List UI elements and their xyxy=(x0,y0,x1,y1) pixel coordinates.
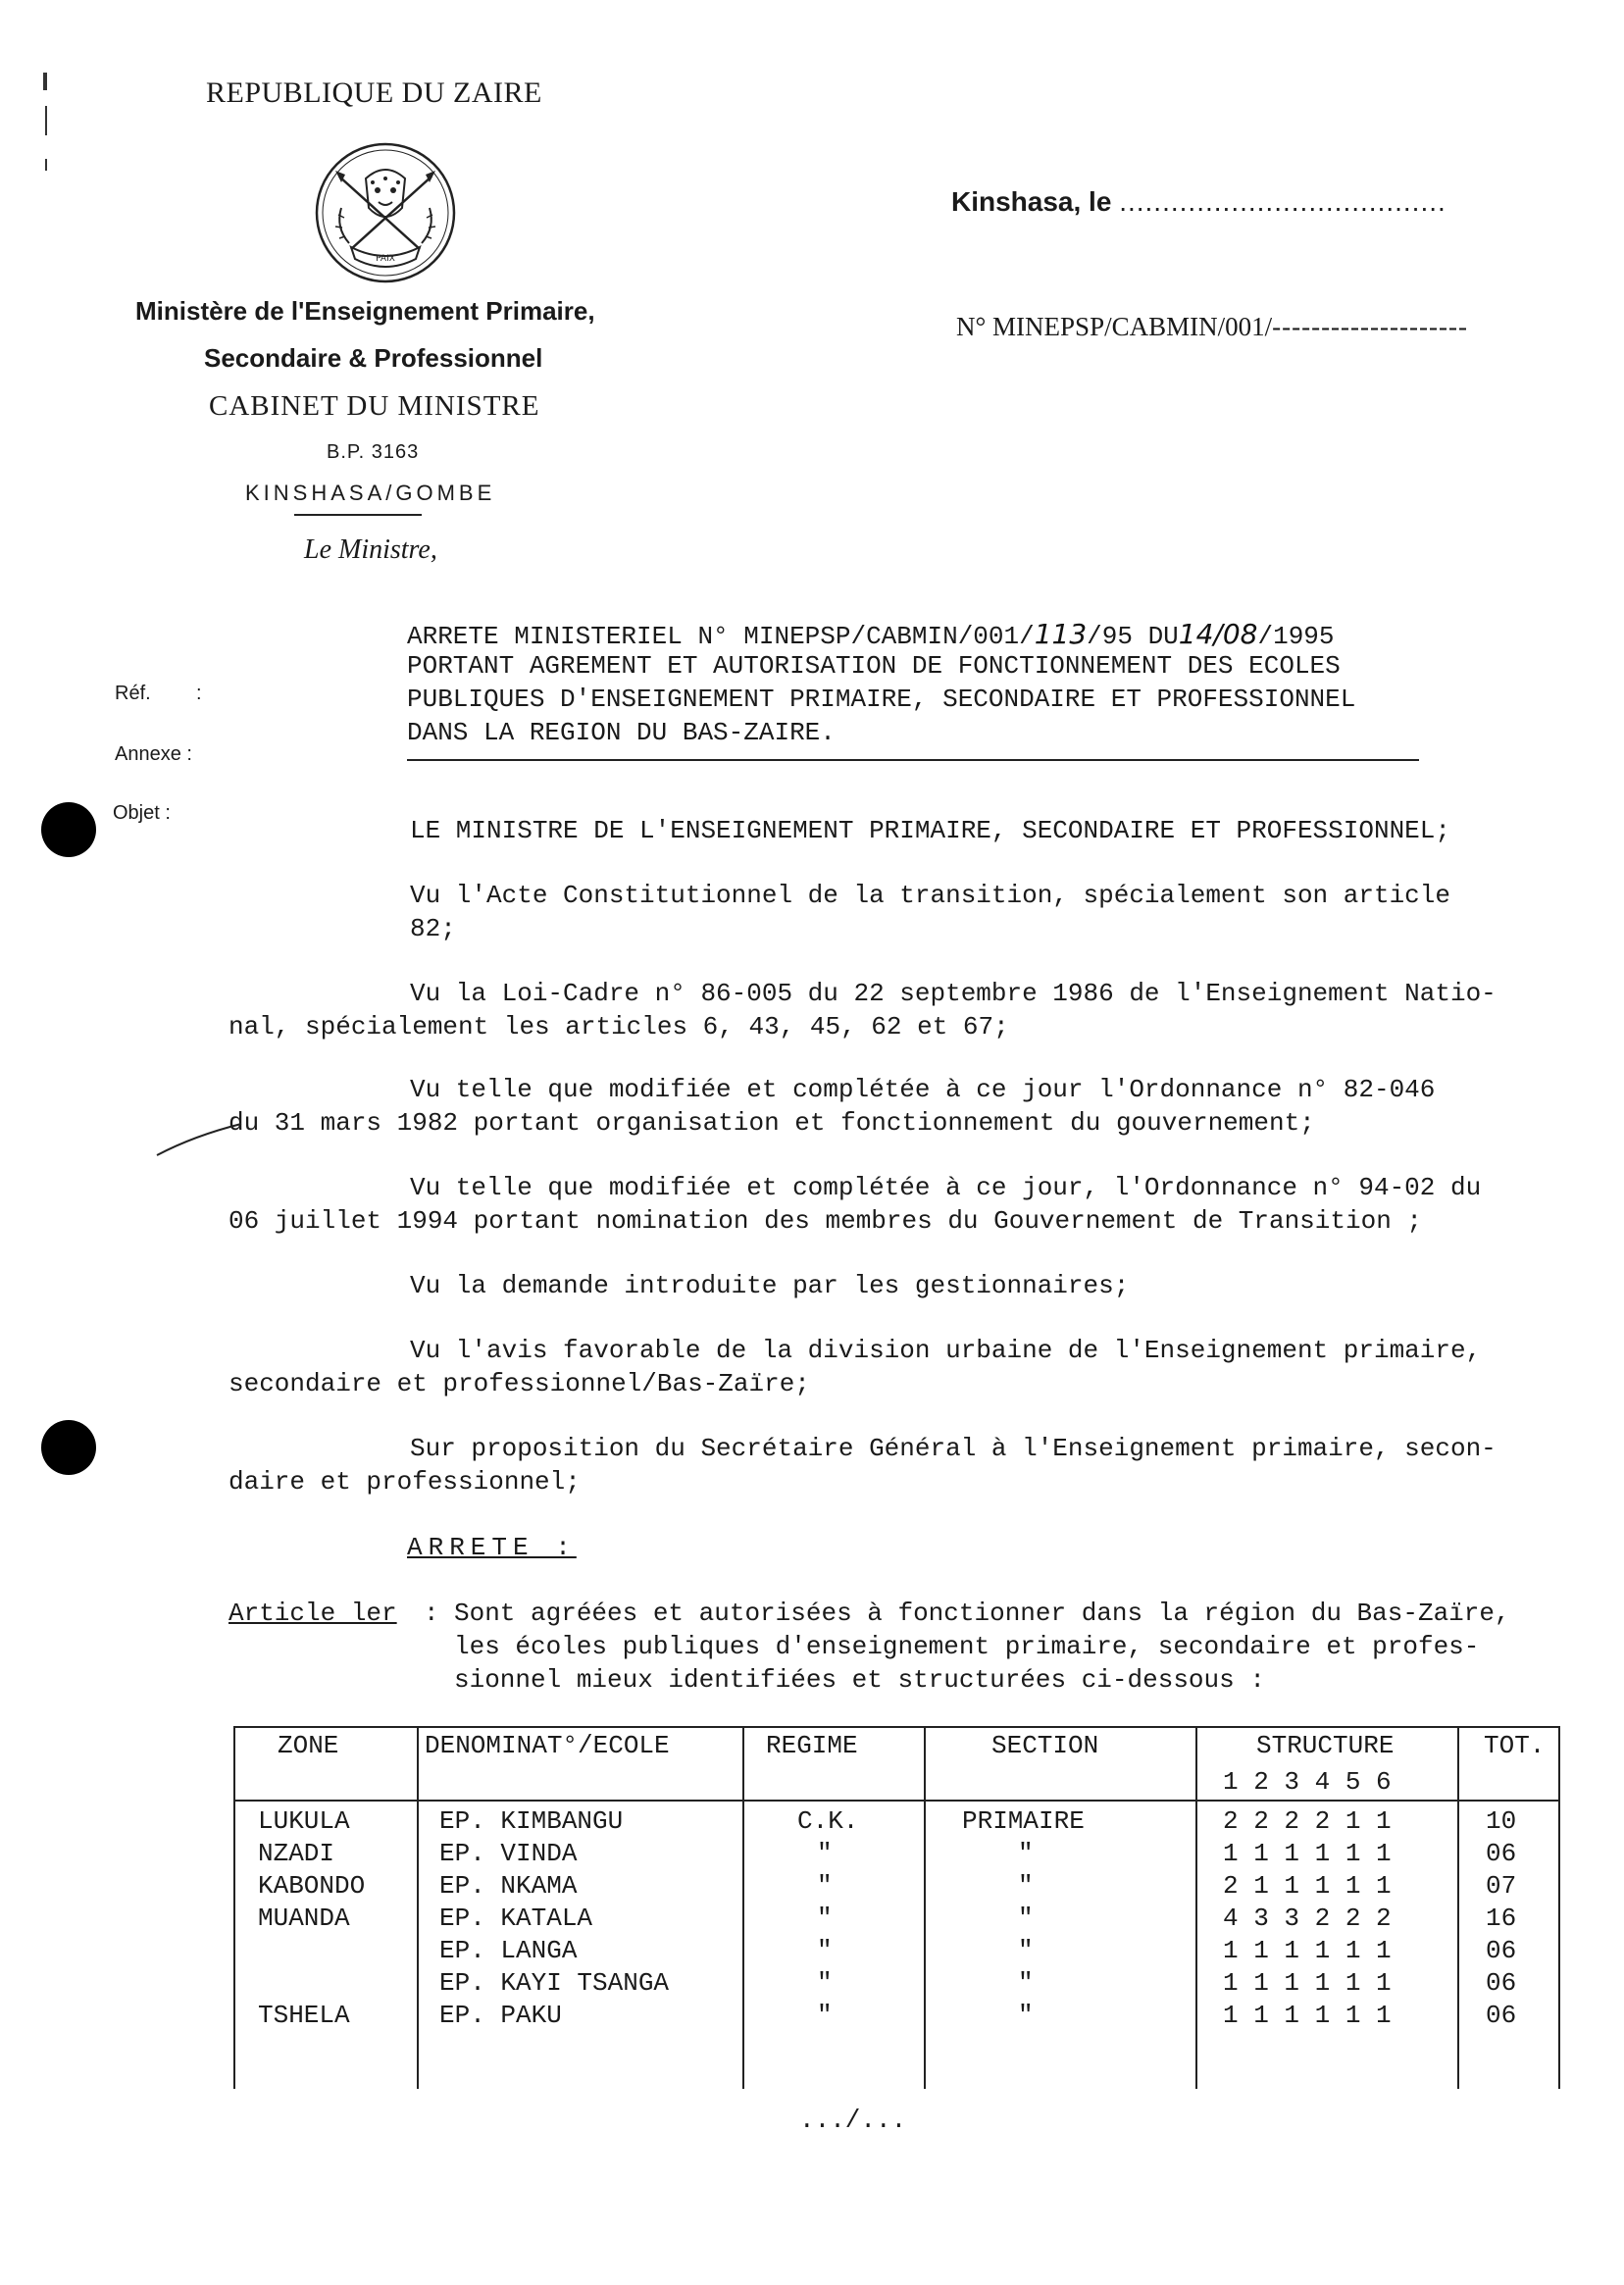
city-underline xyxy=(294,514,422,516)
cell-regime: " xyxy=(817,2001,833,2030)
cell-total: 07 xyxy=(1486,1871,1517,1901)
table-column-rule xyxy=(742,1726,744,2089)
country-name: REPUBLIQUE DU ZAIRE xyxy=(206,76,542,109)
cell-section: " xyxy=(1018,1936,1034,1965)
header-zone: ZONE xyxy=(278,1731,339,1760)
pen-stroke xyxy=(155,1118,243,1157)
signatory-label: Le Ministre, xyxy=(304,534,437,565)
arrete-heading: ARRETE : xyxy=(407,1533,577,1562)
article-label: Article ler xyxy=(228,1599,397,1628)
cell-total: 06 xyxy=(1486,2001,1517,2030)
decree-title-line3: PUBLIQUES D'ENSEIGNEMENT PRIMAIRE, SECONDAIRE ET PROFESSIONNEL xyxy=(407,685,1356,714)
cabinet-label: CABINET DU MINISTRE xyxy=(209,390,540,422)
considerant-2-line1: Vu la Loi-Cadre n° 86-005 du 22 septembre 1986 de l'Enseignement Natio- xyxy=(410,979,1497,1008)
scan-mark xyxy=(43,73,47,90)
cell-structure: 1 1 1 1 1 1 xyxy=(1223,1936,1392,1965)
table-top-rule xyxy=(233,1726,1560,1728)
considerant-3-line1: Vu telle que modifiée et complétée à ce jour l'Ordonnance n° 82-046 xyxy=(410,1075,1436,1104)
cell-ecole: EP. LANGA xyxy=(439,1936,578,1965)
reference-dots: -------------------- xyxy=(1272,312,1468,341)
cell-section: " xyxy=(1018,2001,1034,2030)
cell-total: 16 xyxy=(1486,1904,1517,1933)
scan-mark xyxy=(45,106,47,135)
po-box: B.P. 3163 xyxy=(327,441,420,463)
header-structure-years: 1 2 3 4 5 6 xyxy=(1223,1767,1392,1797)
reference-number-line xyxy=(956,312,1468,342)
considerant-5: Vu la demande introduite par les gestionnaires; xyxy=(410,1271,1130,1300)
ministry-name-line2: Secondaire & Professionnel xyxy=(204,343,543,373)
cell-section: PRIMAIRE xyxy=(962,1806,1085,1836)
considerant-1-line2: 82; xyxy=(410,914,456,943)
cell-section: " xyxy=(1018,1968,1034,1998)
considerant-6-line2: secondaire et professionnel/Bas-Zaïre; xyxy=(228,1369,810,1398)
page-continuation: .../... xyxy=(799,2106,907,2135)
table-column-rule xyxy=(924,1726,926,2089)
table-border-right xyxy=(1558,1726,1560,2089)
cell-section: " xyxy=(1018,1871,1034,1901)
cell-regime: " xyxy=(817,1871,833,1901)
cell-structure: 1 1 1 1 1 1 xyxy=(1223,1968,1392,1998)
cell-total: 10 xyxy=(1486,1806,1517,1836)
cell-total: 06 xyxy=(1486,1968,1517,1998)
considerant-3-line2: du 31 mars 1982 portant organisation et fonctionnement du gouvernement; xyxy=(228,1108,1315,1138)
proposition-line2: daire et professionnel; xyxy=(228,1467,581,1497)
header-regime: REGIME xyxy=(766,1731,858,1760)
cell-regime: " xyxy=(817,1936,833,1965)
cell-regime: " xyxy=(817,1839,833,1868)
ref-colon: : xyxy=(196,683,202,704)
header-ecole: DENOMINAT°/ECOLE xyxy=(425,1731,670,1760)
ref-label: Réf. xyxy=(115,683,151,704)
considerant-2-line2: nal, spécialement les articles 6, 43, 45, 62 et 67; xyxy=(228,1012,1009,1041)
place-date-label: Kinshasa, le xyxy=(951,186,1112,217)
article-text-line2: les écoles publiques d'enseignement primaire, secondaire et profes- xyxy=(454,1632,1480,1661)
cell-zone: KABONDO xyxy=(258,1871,366,1901)
reference-number: N° MINEPSP/CABMIN/001/ xyxy=(956,312,1273,341)
cell-structure: 2 1 1 1 1 1 xyxy=(1223,1871,1392,1901)
cell-section: " xyxy=(1018,1904,1034,1933)
handwritten-decree-date: 14/08 xyxy=(1178,618,1258,650)
cell-total: 06 xyxy=(1486,1936,1517,1965)
cell-total: 06 xyxy=(1486,1839,1517,1868)
coat-of-arms-icon xyxy=(312,139,459,286)
header-structure: STRUCTURE xyxy=(1256,1731,1395,1760)
city-label: KINSHASA/GOMBE xyxy=(245,481,496,505)
handwritten-decree-number: 113 xyxy=(1034,618,1088,650)
considerant-4-line1: Vu telle que modifiée et complétée à ce jour, l'Ordonnance n° 94-02 du xyxy=(410,1173,1482,1202)
cell-zone: TSHELA xyxy=(258,2001,350,2030)
proposition-line1: Sur proposition du Secrétaire Général à l'Enseignement primaire, secon- xyxy=(410,1434,1497,1463)
table-column-rule xyxy=(1457,1726,1459,2089)
schools-table xyxy=(228,1726,1564,2099)
header-section: SECTION xyxy=(991,1731,1099,1760)
punch-hole xyxy=(41,1420,96,1475)
article-text-line3: sionnel mieux identifiées et structurées ci-dessous : xyxy=(454,1665,1265,1695)
table-column-rule xyxy=(417,1726,419,2089)
cell-structure: 1 1 1 1 1 1 xyxy=(1223,2001,1392,2030)
decree-title-line4: DANS LA REGION DU BAS-ZAIRE. xyxy=(407,718,836,747)
cell-regime: " xyxy=(817,1968,833,1998)
cell-structure: 1 1 1 1 1 1 xyxy=(1223,1839,1392,1868)
minister-heading: LE MINISTRE DE L'ENSEIGNEMENT PRIMAIRE, SECONDAIRE ET PROFESSIONNEL; xyxy=(410,816,1450,845)
article-text-line1: Sont agréées et autorisées à fonctionner dans la région du Bas-Zaïre, xyxy=(454,1599,1510,1628)
annexe-label: Annexe : xyxy=(115,743,192,765)
decree-title-line2: PORTANT AGREMENT ET AUTORISATION DE FONCTIONNEMENT DES ECOLES xyxy=(407,651,1341,681)
cell-structure: 4 3 3 2 2 2 xyxy=(1223,1904,1392,1933)
scan-mark xyxy=(45,159,47,171)
header-total: TOT. xyxy=(1484,1731,1546,1760)
considerant-4-line2: 06 juillet 1994 portant nomination des membres du Gouvernement de Transition ; xyxy=(228,1206,1422,1236)
table-column-rule xyxy=(1195,1726,1197,2089)
punch-hole xyxy=(41,802,96,857)
cell-structure: 2 2 2 2 1 1 xyxy=(1223,1806,1392,1836)
cell-ecole: EP. NKAMA xyxy=(439,1871,578,1901)
cell-regime: C.K. xyxy=(797,1806,859,1836)
cell-ecole: EP. KAYI TSANGA xyxy=(439,1968,670,1998)
cell-ecole: EP. VINDA xyxy=(439,1839,578,1868)
cell-ecole: EP. KIMBANGU xyxy=(439,1806,624,1836)
table-header-rule xyxy=(233,1800,1560,1802)
considerant-1-line1: Vu l'Acte Constitutionnel de la transition, spécialement son article xyxy=(410,881,1450,910)
place-date-dots: ...................................... xyxy=(1119,186,1446,217)
considerant-6-line1: Vu l'avis favorable de la division urbaine de l'Enseignement primaire, xyxy=(410,1336,1482,1365)
place-date-line xyxy=(951,186,1446,218)
svg-text:PAIX: PAIX xyxy=(376,254,395,264)
decree-title-line1: ARRETE MINISTERIEL N° MINEPSP/CABMIN/001/113/95 DU14/08/1995 xyxy=(407,618,1335,651)
cell-ecole: EP. PAKU xyxy=(439,2001,562,2030)
cell-zone: NZADI xyxy=(258,1839,335,1868)
ministry-name-line1: Ministère de l'Enseignement Primaire, xyxy=(135,296,595,326)
cell-ecole: EP. KATALA xyxy=(439,1904,593,1933)
objet-label: Objet : xyxy=(113,802,171,824)
decree-title-rule xyxy=(407,759,1419,761)
article-colon: : xyxy=(424,1599,439,1628)
cell-zone: MUANDA xyxy=(258,1904,350,1933)
cell-regime: " xyxy=(817,1904,833,1933)
cell-section: " xyxy=(1018,1839,1034,1868)
cell-zone: LUKULA xyxy=(258,1806,350,1836)
table-border-left xyxy=(233,1726,235,2089)
